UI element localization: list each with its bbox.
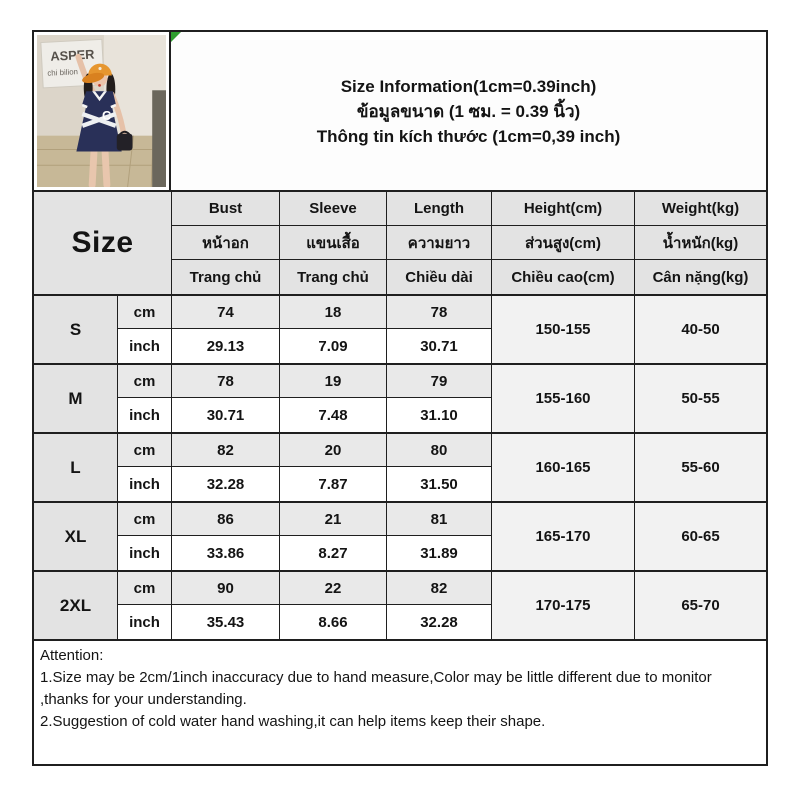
attention-item-1: 1.Size may be 2cm/1inch inaccuracy due to hand measure,Color may be little different due to monitor ,thanks for your understanding.: [40, 669, 712, 708]
table-row-s: [34, 296, 766, 365]
unit-label-cm: cm: [117, 434, 171, 467]
table-header: [34, 192, 766, 296]
table-row-m: [34, 365, 766, 434]
bust-inch: 35.43: [171, 605, 279, 639]
size-label: L: [34, 434, 117, 501]
unit-label-inch: inch: [117, 536, 171, 570]
height-range: 170-175: [491, 572, 634, 639]
bust-cm: 82: [171, 434, 279, 467]
height-range: 150-155: [491, 296, 634, 363]
col-weight-vi: Cân nặng(kg): [634, 260, 766, 294]
title-vietnamese: Thông tin kích thước (1cm=0,39 inch): [316, 126, 621, 146]
header-columns: [171, 192, 766, 294]
weight-range: 60-65: [634, 503, 766, 570]
size-header-cell: Size: [34, 192, 171, 294]
unit-label-cm: cm: [117, 296, 171, 329]
col-weight-th: น้ำหนัก(kg): [634, 226, 766, 260]
photo-leg-left: [92, 149, 94, 185]
height-range: 155-160: [491, 365, 634, 432]
height-range: 160-165: [491, 434, 634, 501]
photo-doorway: [152, 90, 166, 187]
weight-range: 40-50: [634, 296, 766, 363]
bust-inch: 33.86: [171, 536, 279, 570]
sleeve-inch: 7.87: [279, 467, 386, 501]
title-english: Size Information(1cm=0.39inch): [340, 76, 597, 96]
length-cm: 81: [386, 503, 491, 536]
col-weight-en: Weight(kg): [634, 192, 766, 226]
sleeve-inch: 8.66: [279, 605, 386, 639]
length-cm: 82: [386, 572, 491, 605]
top-row: [34, 32, 766, 192]
bust-cm: 74: [171, 296, 279, 329]
sleeve-inch: 8.27: [279, 536, 386, 570]
title-thai: ข้อมูลขนาด (1 ซม. = 0.39 นิ้ว): [356, 101, 581, 121]
col-height-en: Height(cm): [491, 192, 634, 226]
col-height-th: ส่วนสูง(cm): [491, 226, 634, 260]
bust-inch: 30.71: [171, 398, 279, 432]
product-photo-illustration: [37, 35, 166, 187]
length-cm: 80: [386, 434, 491, 467]
weight-range: 50-55: [634, 365, 766, 432]
sleeve-inch: 7.48: [279, 398, 386, 432]
col-bust-vi: Trang chủ: [171, 260, 279, 294]
photo-sign-text-2: chi bilion: [47, 67, 79, 78]
title-cell: [171, 32, 766, 190]
col-sleeve-en: Sleeve: [279, 192, 386, 226]
col-height-vi: Chiều cao(cm): [491, 260, 634, 294]
photo-cap-logo: [98, 67, 101, 70]
photo-badge-letter: C: [101, 107, 112, 123]
length-cm: 78: [386, 296, 491, 329]
col-length-th: ความยาว: [386, 226, 491, 260]
attention-notes: [34, 641, 766, 764]
table-row-2xl: [34, 572, 766, 641]
unit-label-cm: cm: [117, 503, 171, 536]
size-label: S: [34, 296, 117, 363]
height-range: 165-170: [491, 503, 634, 570]
table-row-xl: [34, 503, 766, 572]
product-photo: [34, 32, 171, 190]
bust-cm: 86: [171, 503, 279, 536]
photo-leg-right: [105, 149, 107, 185]
col-length-en: Length: [386, 192, 491, 226]
sleeve-cm: 19: [279, 365, 386, 398]
sleeve-cm: 21: [279, 503, 386, 536]
sleeve-cm: 20: [279, 434, 386, 467]
length-inch: 32.28: [386, 605, 491, 639]
header-row-english: [171, 192, 766, 226]
size-chart-sheet: [32, 30, 768, 766]
photo-sign-text-1: ASPER: [50, 46, 95, 64]
weight-range: 55-60: [634, 434, 766, 501]
bust-inch: 32.28: [171, 467, 279, 501]
length-inch: 31.50: [386, 467, 491, 501]
weight-range: 65-70: [634, 572, 766, 639]
photo-lips: [98, 84, 101, 87]
size-label: XL: [34, 503, 117, 570]
col-length-vi: Chiều dài: [386, 260, 491, 294]
length-inch: 31.89: [386, 536, 491, 570]
sleeve-cm: 22: [279, 572, 386, 605]
length-cm: 79: [386, 365, 491, 398]
unit-label-cm: cm: [117, 572, 171, 605]
size-label: M: [34, 365, 117, 432]
size-label: 2XL: [34, 572, 117, 639]
attention-item-2: 2.Suggestion of cold water hand washing,it can help items keep their shape.: [40, 713, 546, 730]
header-row-vietnamese: [171, 260, 766, 294]
unit-label-inch: inch: [117, 329, 171, 363]
sleeve-inch: 7.09: [279, 329, 386, 363]
col-sleeve-vi: Trang chủ: [279, 260, 386, 294]
col-bust-th: หน้าอก: [171, 226, 279, 260]
length-inch: 30.71: [386, 329, 491, 363]
photo-bag: [117, 134, 133, 151]
bust-inch: 29.13: [171, 329, 279, 363]
header-row-thai: [171, 226, 766, 260]
col-sleeve-th: แขนเสื้อ: [279, 226, 386, 260]
unit-label-inch: inch: [117, 605, 171, 639]
cell-corner-marker-icon: [171, 32, 181, 42]
col-bust-en: Bust: [171, 192, 279, 226]
unit-label-inch: inch: [117, 467, 171, 501]
attention-heading: Attention:: [40, 647, 104, 664]
sleeve-cm: 18: [279, 296, 386, 329]
length-inch: 31.10: [386, 398, 491, 432]
unit-label-cm: cm: [117, 365, 171, 398]
table-row-l: [34, 434, 766, 503]
unit-label-inch: inch: [117, 398, 171, 432]
bust-cm: 90: [171, 572, 279, 605]
bust-cm: 78: [171, 365, 279, 398]
